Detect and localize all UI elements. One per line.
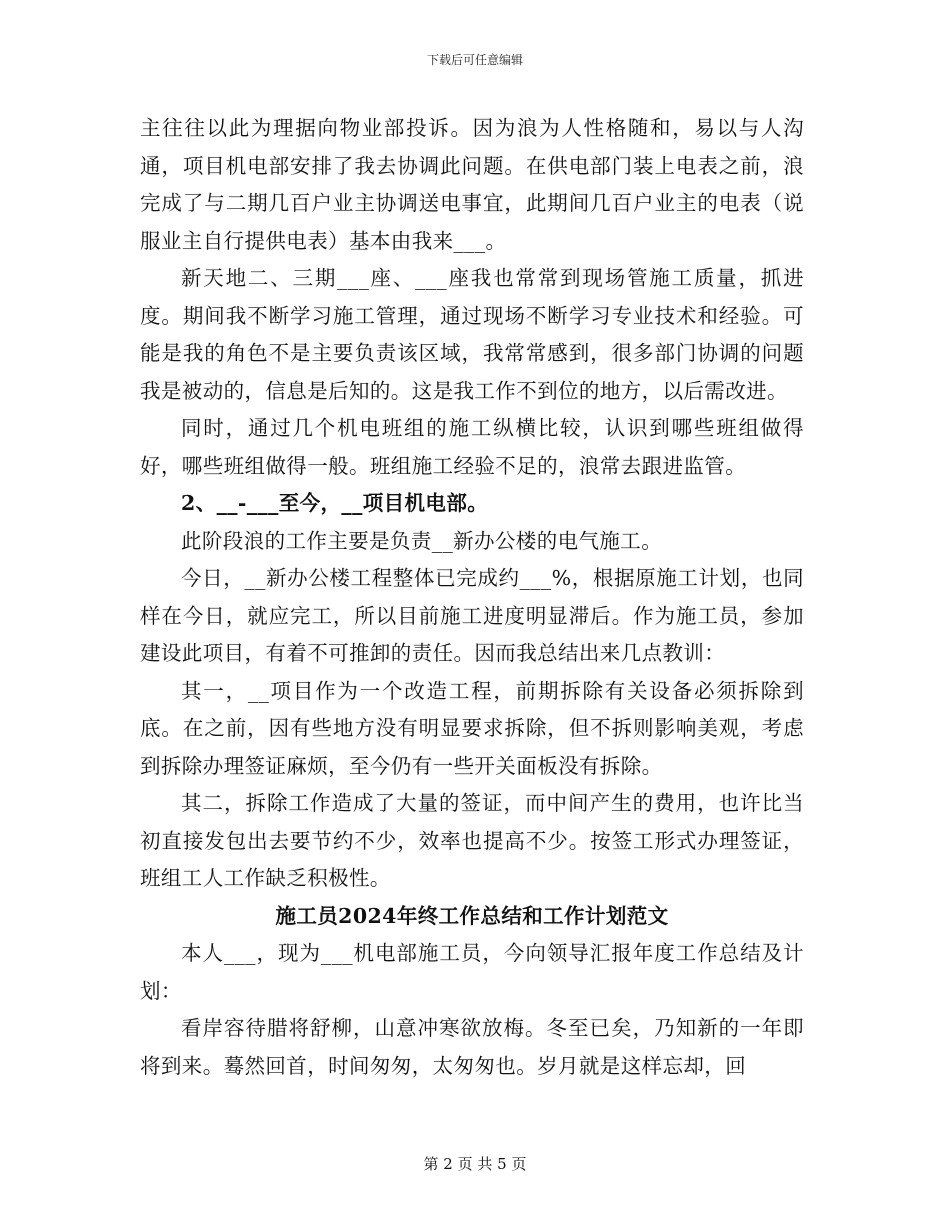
paragraph: 看岸容待腊将舒柳，山意冲寒欲放梅。冬至已矣，乃知新的一年即将到来。蓦然回首，时间匆匆，太匆匆也。岁月就是这样忘却，回 xyxy=(140,1016,804,1078)
paragraph: 其二，拆除工作造成了大量的签证，而中间产生的费用，也许比当初直接发包出去要节约不少，效率也提高不少。按签工形式办理签证，班组工人工作缺乏积极性。 xyxy=(140,791,804,890)
page-number: 第 2 页 共 5 页 xyxy=(423,1155,527,1173)
paragraph: 新天地二、三期___座、___座我也常常到现场管施工质量，抓进度。期间我不断学习施工管理，通过现场不断学习专业技术和经验。可能是我的角色不是主要负责该区域，我常常感到，很多部门协调的问题我是被动的，信息是后知的。这是我工作不到位的地方，以后需改进。 xyxy=(140,266,804,403)
paragraph: 今日，__新办公楼工程整体已完成约___%，根据原施工计划，也同样在今日，就应完工，所以目前施工进度明显滞后。作为施工员，参加建设此项目，有着不可推卸的责任。因而我总结出来几点教训： xyxy=(140,566,804,665)
page-header: 下载后可任意编辑 xyxy=(426,53,523,67)
paragraph-continuation: 主往往以此为理据向物业部投诉。因为浪为人性格随和，易以与人沟通，项目机电部安排了我去协调此问题。在供电部门装上电表之前，浪完成了与二期几百户业主协调送电事宜，此期间几百户业主的电表（说服业主自行提供电表）基本由我来___。 xyxy=(140,116,804,253)
paragraph: 本人___，现为___机电部施工员，今向领导汇报年度工作总结及计划： xyxy=(140,941,804,1003)
document-body xyxy=(140,110,804,1085)
document-title: 施工员2024年终工作总结和工作计划范文 xyxy=(275,903,669,928)
paragraph: 同时，通过几个机电班组的施工纵横比较，认识到哪些班组做得好，哪些班组做得一般。班组施工经验不足的，浪常去跟进监管。 xyxy=(140,416,804,478)
paragraph: 此阶段浪的工作主要是负责__新办公楼的电气施工。 xyxy=(181,528,663,553)
section-heading: 2、__-___至今，__项目机电部。 xyxy=(181,491,489,515)
paragraph: 其一，__项目作为一个改造工程，前期拆除有关设备必须拆除到底。在之前，因有些地方没有明显要求拆除，但不拆则影响美观，考虑到拆除办理签证麻烦，至今仍有一些开关面板没有拆除。 xyxy=(140,678,804,778)
